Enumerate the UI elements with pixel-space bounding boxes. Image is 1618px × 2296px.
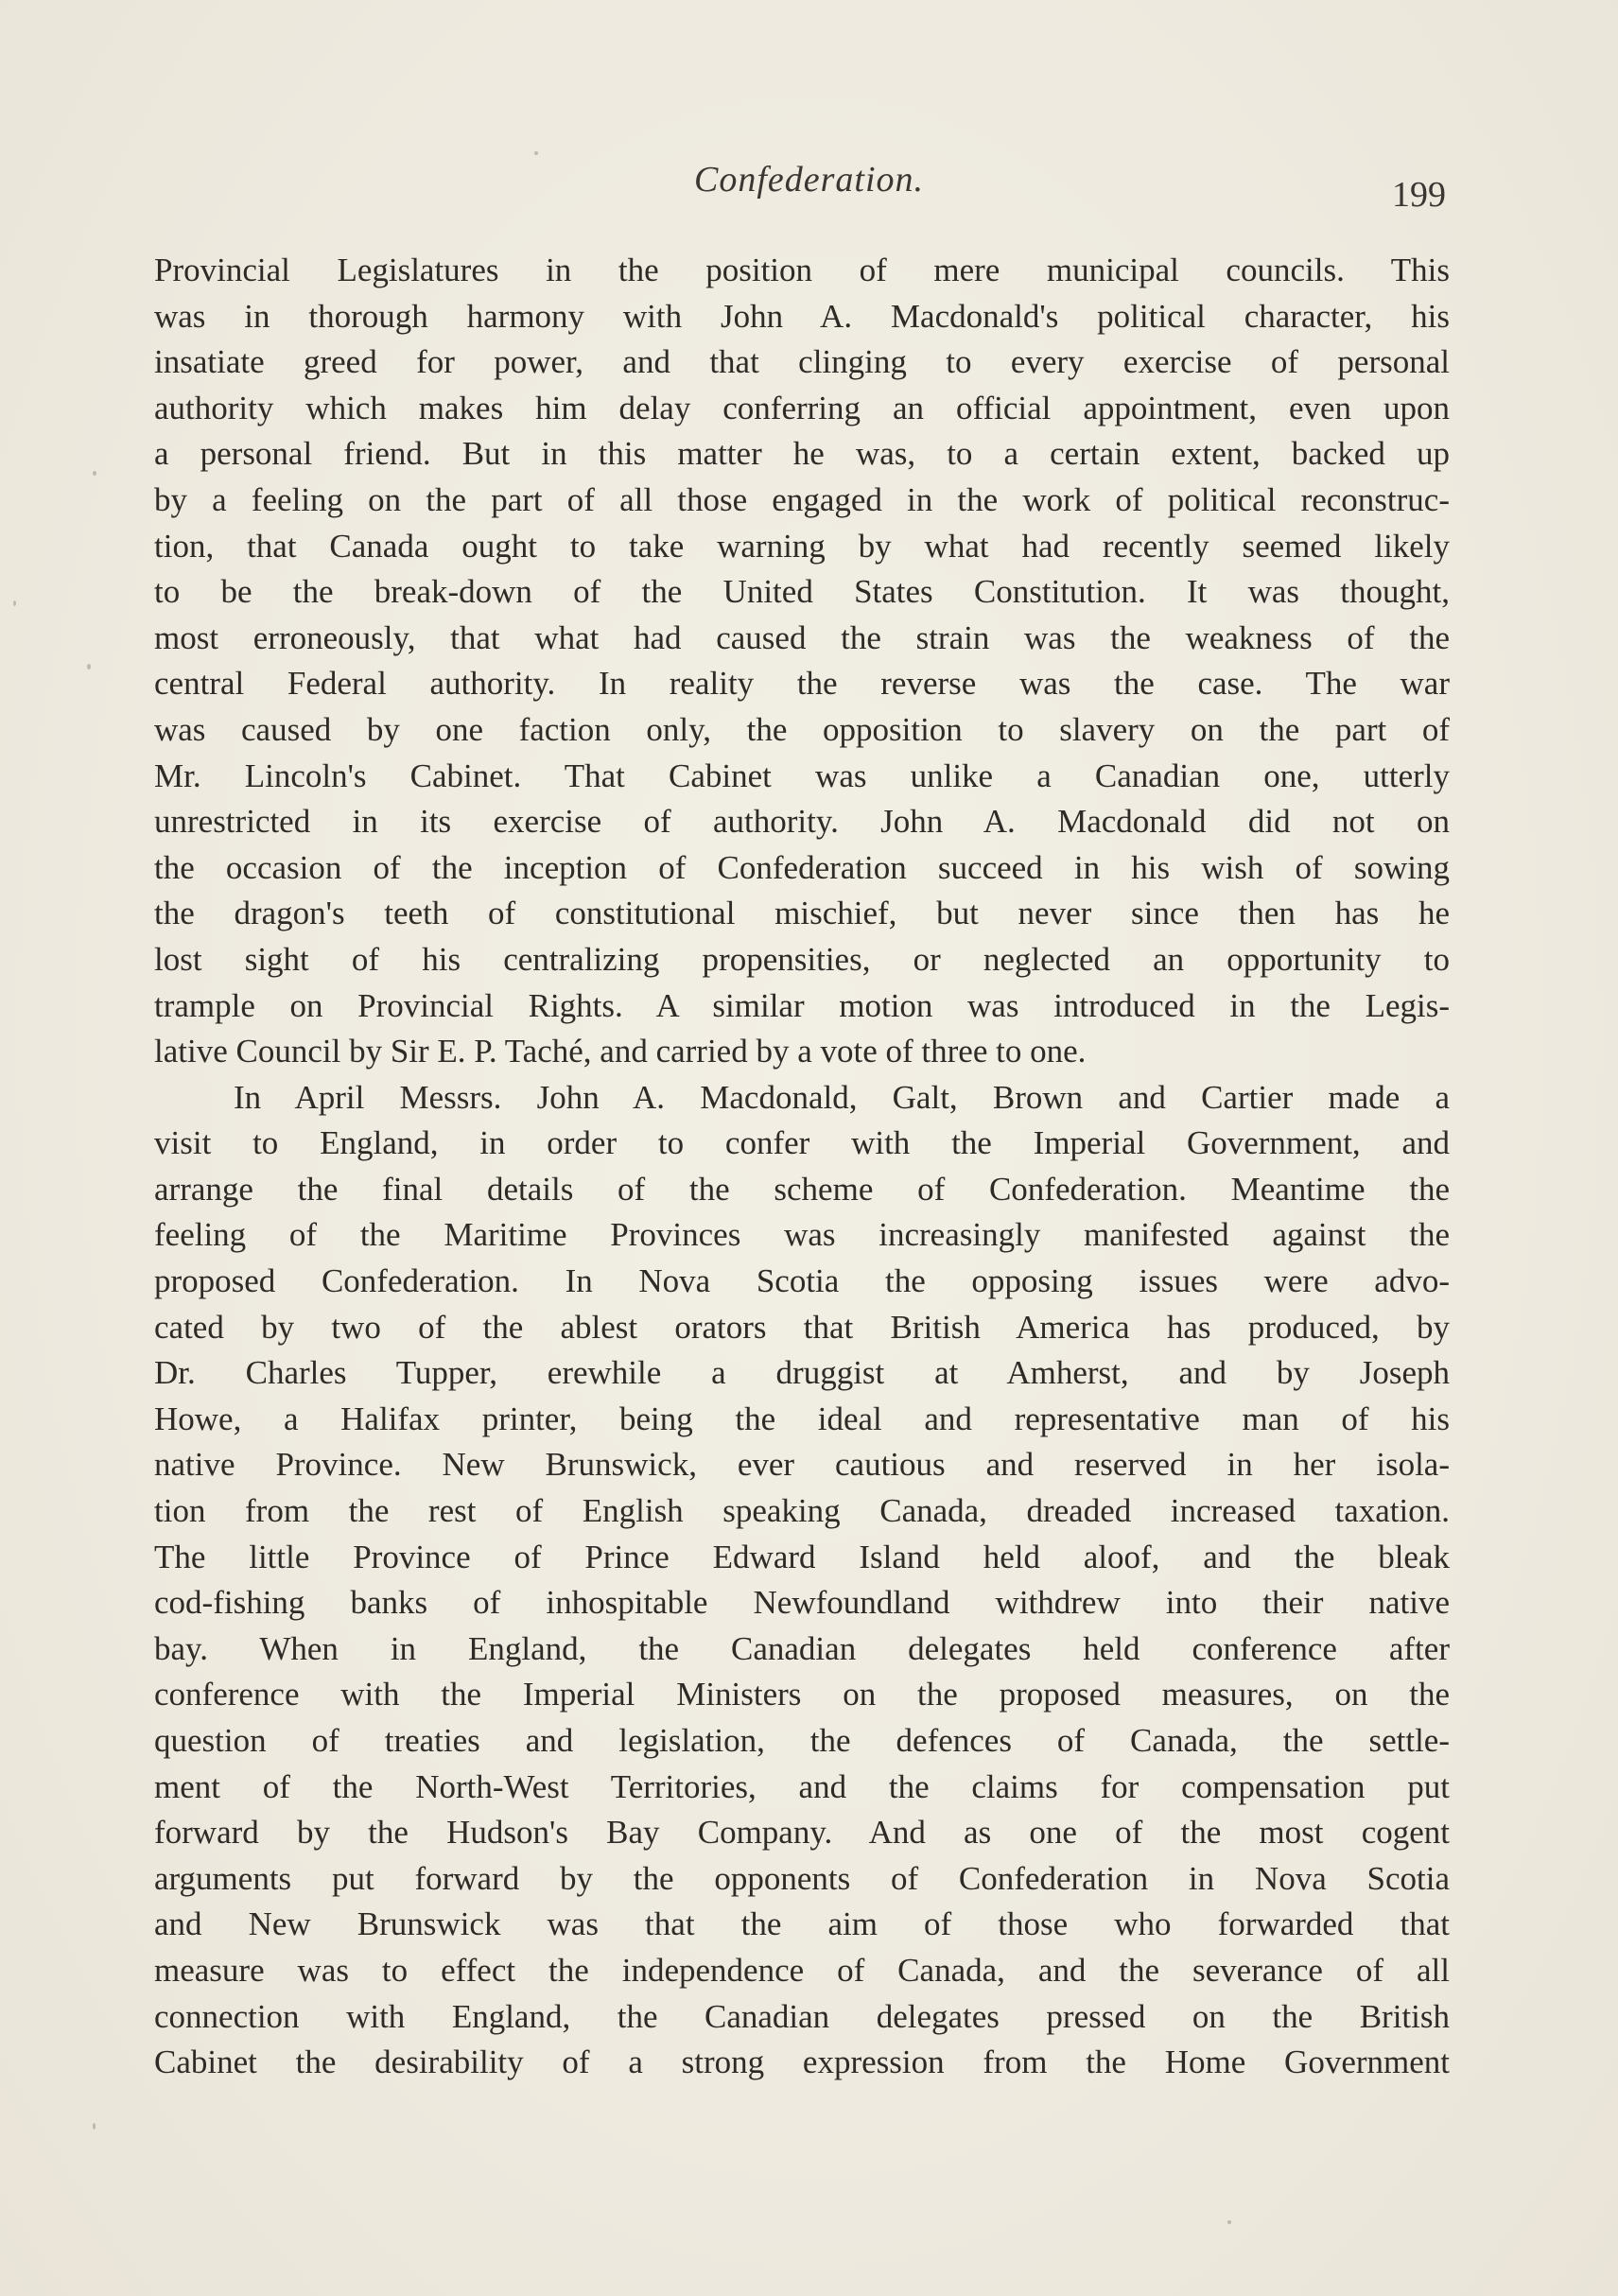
text-line: ment of the North-West Territories, and the claims for compensation put (154, 1767, 1450, 1805)
text-line: cod-fishing banks of inhospitable Newfoundland withdrew into their native (154, 1584, 1450, 1622)
running-title: Confederation. (693, 160, 925, 200)
paper-speck (1227, 2220, 1231, 2224)
text-line: Mr. Lincoln's Cabinet. That Cabinet was unlike a Canadian one, utterly (154, 757, 1450, 794)
text-line: insatiate greed for power, and that clinging to every exercise of personal (154, 343, 1450, 381)
text-line: lost sight of his centralizing propensities, or neglected an opportunity to (154, 940, 1450, 978)
paper-speck (93, 471, 96, 476)
text-line: proposed Confederation. In Nova Scotia the opposing issues were advo- (154, 1262, 1450, 1300)
text-line: Howe, a Halifax printer, being the ideal and representative man of his (154, 1400, 1450, 1437)
text-line: visit to England, in order to confer with the Imperial Government, and (154, 1124, 1450, 1162)
text-line: tion, that Canada ought to take warning by what had recently seemed likely (154, 527, 1450, 565)
paragraph-end-line: lative Council by Sir E. P. Taché, and carried by a vote of three to one. (154, 1033, 1087, 1070)
text-line: cated by two of the ablest orators that British America has produced, by (154, 1308, 1450, 1346)
text-line: native Province. New Brunswick, ever cautious and reserved in her isola- (154, 1446, 1450, 1484)
paper-speck (13, 600, 16, 606)
paragraph-start-line: In April Messrs. John A. Macdonald, Galt, Brown and Cartier made a (234, 1078, 1450, 1116)
text-line: Dr. Charles Tupper, erewhile a druggist at Amherst, and by Joseph (154, 1354, 1450, 1392)
text-line: most erroneously, that what had caused the strain was the weakness of the (154, 618, 1450, 656)
text-line: arguments put forward by the opponents of Confederation in Nova Scotia (154, 1859, 1450, 1897)
text-line: The little Province of Prince Edward Island held aloof, and the bleak (154, 1538, 1450, 1575)
body-text (154, 248, 1450, 2086)
text-line: bay. When in England, the Canadian delegates held conference after (154, 1629, 1450, 1667)
text-line: and New Brunswick was that the aim of those who forwarded that (154, 1905, 1450, 1943)
text-line: connection with England, the Canadian delegates pressed on the British (154, 1997, 1450, 2035)
paper-speck (534, 151, 538, 155)
paper-speck (93, 2123, 96, 2130)
text-line: authority which makes him delay conferring an official appointment, even upon (154, 389, 1450, 426)
page-number: 199 (1392, 175, 1446, 215)
text-line: conference with the Imperial Ministers on the proposed measures, on the (154, 1676, 1450, 1713)
text-line: measure was to effect the independence of Canada, and the severance of all (154, 1951, 1450, 1989)
text-line: Provincial Legislatures in the position of mere municipal councils. This (154, 252, 1450, 288)
text-line: central Federal authority. In reality the reverse was the case. The war (154, 665, 1450, 703)
text-line: to be the break-down of the United States Constitution. It was thought, (154, 573, 1450, 611)
text-line: unrestricted in its exercise of authority. John A. Macdonald did not on (154, 803, 1450, 841)
text-line: trample on Provincial Rights. A similar motion was introduced in the Legis- (154, 986, 1450, 1024)
text-line: feeling of the Maritime Provinces was increasingly manifested against the (154, 1216, 1450, 1254)
text-line: by a feeling on the part of all those engaged in the work of political reconstruc- (154, 480, 1450, 518)
text-line: Cabinet the desirability of a strong expression from the Home Government (154, 2044, 1450, 2081)
text-line: tion from the rest of English speaking Canada, dreaded increased taxation. (154, 1492, 1450, 1530)
text-line: arrange the final details of the scheme of Confederation. Meantime the (154, 1170, 1450, 1208)
text-line: was caused by one faction only, the opposition to slavery on the part of (154, 710, 1450, 748)
text-line: a personal friend. But in this matter he was, to a certain extent, backed up (154, 435, 1450, 473)
text-line: question of treaties and legislation, the defences of Canada, the settle- (154, 1722, 1450, 1759)
text-line: was in thorough harmony with John A. Macdonald's political character, his (154, 297, 1450, 335)
text-line: the dragon's teeth of constitutional mischief, but never since then has he (154, 895, 1450, 932)
text-line: forward by the Hudson's Bay Company. And as one of the most cogent (154, 1814, 1450, 1852)
paper-speck (87, 664, 91, 670)
text-line: the occasion of the inception of Confederation succeed in his wish of sowing (154, 848, 1450, 886)
